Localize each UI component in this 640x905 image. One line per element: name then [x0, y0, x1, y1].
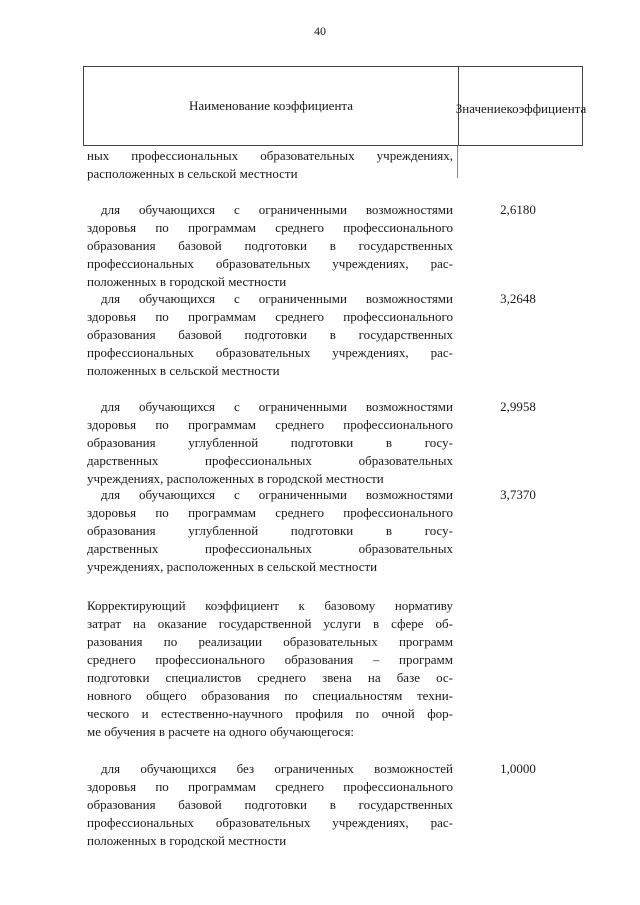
row-text-line: учреждениях, расположенных в городской местности	[87, 471, 384, 486]
coefficient-value-3: 2,9958	[500, 399, 536, 414]
row-text-line: положенных в городской местности	[87, 833, 287, 848]
heading-text-line: разования по реализации образовательных программ	[87, 634, 453, 649]
coefficient-value-4: 3,7370	[500, 487, 536, 502]
row-text-line: для обучающихся без ограниченных возможностей	[101, 761, 453, 776]
heading-text-line: Корректирующий коэффициент к базовому нормативу	[87, 598, 453, 613]
row-text-line: здоровья по программам среднего профессионального	[87, 505, 453, 520]
row-text-line: дарственных профессиональных образовательных	[87, 541, 453, 556]
correction-coefficient-heading	[87, 597, 453, 741]
row-text-line: образования углубленной подготовки в госу-	[87, 435, 453, 450]
row-text-line: образования базовой подготовки в государственных	[87, 797, 453, 812]
heading-text-line: ческого и естественно-научного профиля по очной фор-	[87, 706, 453, 721]
row-text-line: для обучающихся с ограниченными возможностями	[101, 487, 453, 502]
coefficient-value-6: 1,0000	[500, 761, 536, 776]
row-text-line: для обучающихся с ограниченными возможностями	[101, 399, 453, 414]
row-text-line: образования базовой подготовки в государственных	[87, 238, 453, 253]
row-text-line: образования углубленной подготовки в госу-	[87, 523, 453, 538]
header-value-label-line2: коэффициента	[506, 101, 587, 116]
heading-text-line: подготовки специалистов среднего звена на базе ос-	[87, 670, 453, 685]
row-text-line: здоровья по программам среднего профессионального	[87, 309, 453, 324]
coefficient-row-3	[87, 398, 453, 488]
row-text-line: здоровья по программам среднего профессионального	[87, 779, 453, 794]
row-text-line: для обучающихся с ограниченными возможностями	[101, 291, 453, 306]
coefficient-row-0	[87, 147, 453, 183]
row-text-line: положенных в городской местности	[87, 274, 287, 289]
row-text-line: профессиональных образовательных учреждениях, рас-	[87, 256, 453, 271]
header-name-column: Наименование коэффициента	[188, 98, 354, 113]
row-text-line: для обучающихся с ограниченными возможностями	[101, 202, 453, 217]
header-value-label-line1: Значение	[455, 101, 507, 116]
row-text-line: профессиональных образовательных учреждениях, рас-	[87, 345, 453, 360]
header-value-column	[455, 67, 587, 145]
heading-text-line: новного общего образования по специальностям техни-	[87, 688, 453, 703]
coefficient-value-2: 3,2648	[500, 291, 536, 306]
heading-text-line: затрат на оказание государственной услуги в сфере об-	[87, 616, 453, 631]
row-text-line: здоровья по программам среднего профессионального	[87, 220, 453, 235]
row-text-line: положенных в сельской местности	[87, 363, 280, 378]
coefficient-row-2	[87, 290, 453, 380]
table-header	[83, 66, 587, 146]
page-number: 40	[314, 24, 326, 38]
coefficient-row-4	[87, 486, 453, 576]
row-text-line: ных профессиональных образовательных учреждениях,	[87, 148, 453, 163]
row-text-line: дарственных профессиональных образовательных	[87, 453, 453, 468]
column-divider-line	[457, 146, 458, 178]
coefficient-value-1: 2,6180	[500, 202, 536, 217]
row-text-line: профессиональных образовательных учреждениях, рас-	[87, 815, 453, 830]
heading-text-line: среднего профессионального образования – программ	[87, 652, 453, 667]
coefficient-row-6	[87, 760, 453, 850]
row-text-line: расположенных в сельской местности	[87, 166, 298, 181]
row-text-line: здоровья по программам среднего профессионального	[87, 417, 453, 432]
coefficient-row-1	[87, 201, 453, 291]
row-text-line: образования базовой подготовки в государственных	[87, 327, 453, 342]
heading-text-line: ме обучения в расчете на одного обучающегося:	[87, 724, 355, 739]
row-text-line: учреждениях, расположенных в сельской местности	[87, 559, 378, 574]
